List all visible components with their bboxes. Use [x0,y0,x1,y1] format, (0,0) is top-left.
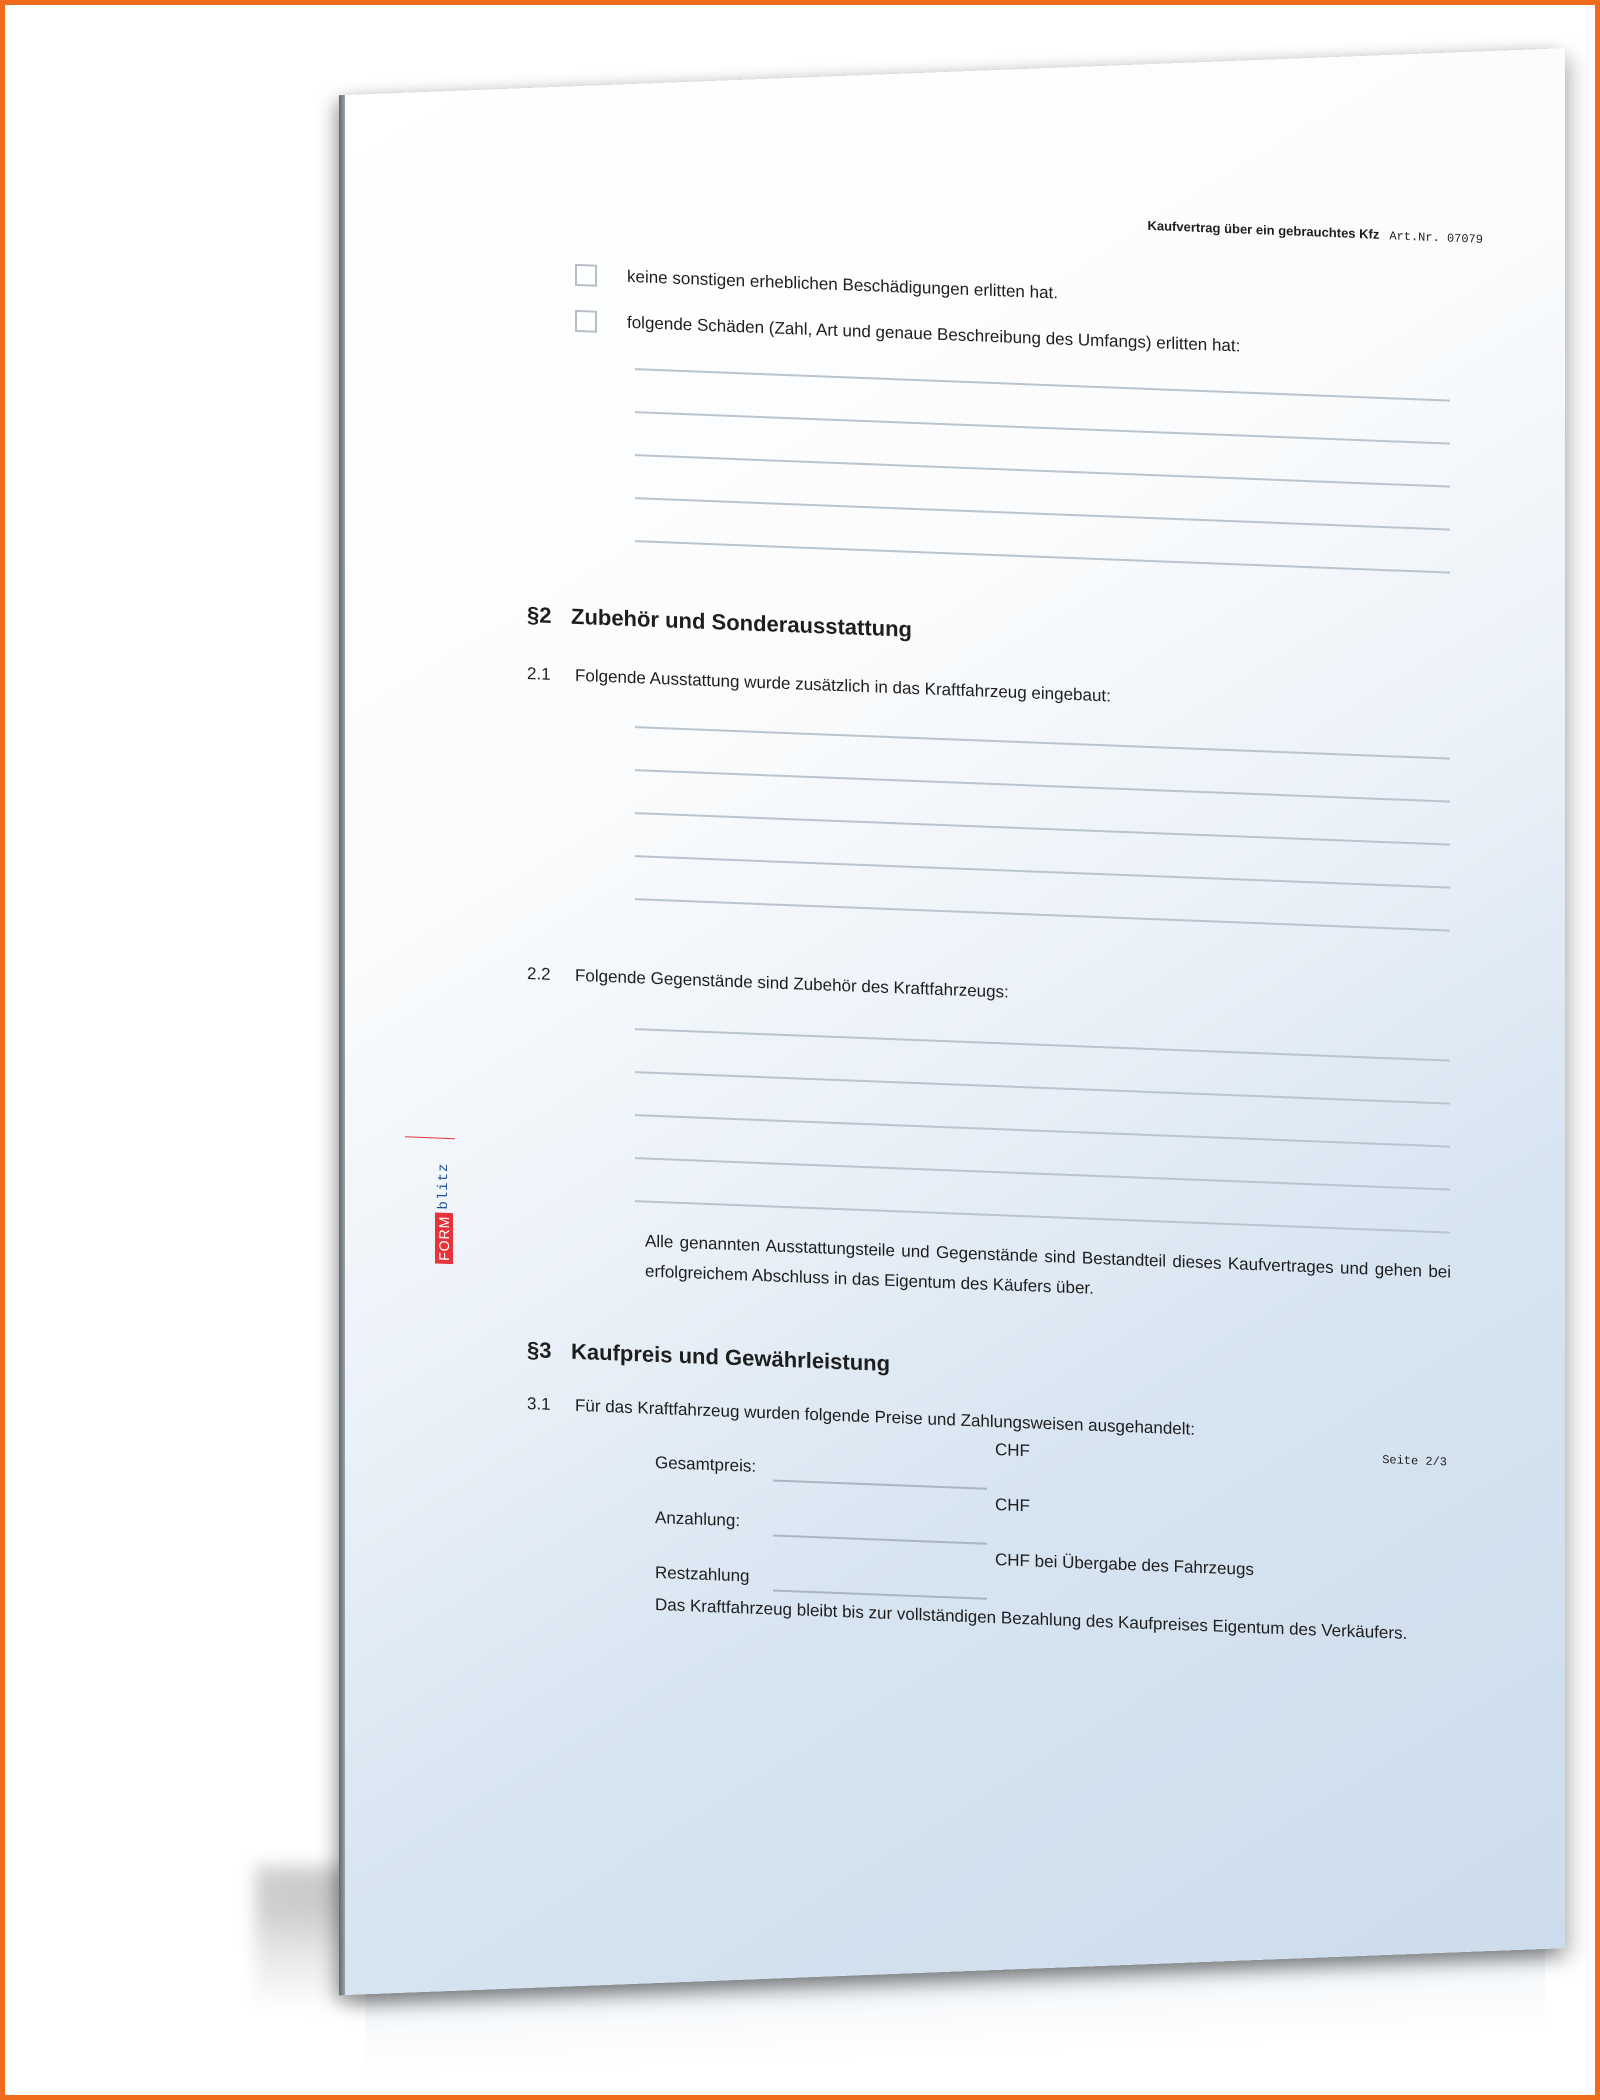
page-header [1147,218,1483,247]
logo-accent-line [405,1136,455,1139]
header-title: Kaufvertrag über ein gebrauchtes Kfz [1147,217,1380,242]
logo-wordmark [435,1143,453,1264]
damage-option-listed [575,310,1240,358]
price-label: Gesamtpreis: [655,1452,757,1476]
section-3-number: §3 [527,1337,552,1363]
damage-writing-line[interactable] [635,368,1450,401]
price-label: Restzahlung [655,1562,750,1586]
equipment-writing-line[interactable] [635,855,1450,888]
damage-writing-line[interactable] [635,540,1450,573]
price-unit: CHF bei Übergabe des Fahrzeugs [995,1550,1254,1580]
article-number: Art.Nr. 07079 [1389,229,1483,247]
equipment-writing-line[interactable] [635,898,1450,931]
price-unit: CHF [995,1495,1030,1516]
section-3-heading [527,1337,890,1377]
price-row-total [655,1437,1355,1504]
page-content [345,95,1565,2042]
equipment-writing-line[interactable] [635,769,1450,802]
logo-form-text: FORM [435,1212,453,1264]
accessories-writing-line[interactable] [635,1028,1450,1061]
subsection-3-1 [527,1394,1195,1440]
subsection-2-2-number: 2.2 [527,964,551,984]
subsection-2-2-text: Folgende Gegenstände sind Zubehör des Kraftfahrzeugs: [575,965,1009,1002]
damage-writing-line[interactable] [635,497,1450,530]
equipment-writing-line[interactable] [635,812,1450,845]
section-3-title: Kaufpreis und Gewährleistung [571,1338,891,1377]
subsection-2-1-text: Folgende Ausstattung wurde zusätzlich in das Kraftfahrzeug eingebaut: [575,665,1111,706]
retention-of-title-clause: Das Kraftfahrzeug bleibt bis zur vollständigen Bezahlung des Kaufpreises Eigentum des Verkäufers. [655,1594,1408,1643]
accessories-writing-line[interactable] [635,1071,1450,1104]
formblitz-logo [435,1143,453,1264]
remaining-payment-field[interactable] [773,1589,987,1599]
ownership-transfer-note: Alle genannten Ausstattungsteile und Gegenstände sind Bestandteil dieses Kaufvertrages und gehen bei erfolgreichem Abschluss in das Eigentum des Käufers über. [645,1231,1451,1298]
section-2-number: §2 [527,602,552,628]
subsection-3-1-number: 3.1 [527,1394,551,1414]
section-2-title: Zubehör und Sonderausstattung [571,603,912,642]
price-row-deposit [655,1492,1355,1559]
accessories-writing-line[interactable] [635,1200,1450,1233]
checkbox-listed-damage[interactable] [575,310,597,333]
subsection-2-1-number: 2.1 [527,664,551,684]
document-page [345,48,1565,1995]
price-label: Anzahlung: [655,1507,741,1531]
page-number: Seite 2/3 [1382,1452,1447,1470]
accessories-writing-line[interactable] [635,1114,1450,1147]
section-2-heading [527,602,912,643]
equipment-writing-line[interactable] [635,726,1450,759]
checkbox-no-damage[interactable] [575,264,597,287]
damage-writing-line[interactable] [635,411,1450,444]
deposit-field[interactable] [773,1534,987,1544]
total-price-field[interactable] [773,1479,987,1489]
damage-writing-line[interactable] [635,454,1450,487]
damage-option-none [575,264,1058,305]
subsection-2-1 [527,664,1111,706]
subsection-2-2 [527,964,1009,1003]
damage-option-none-label: keine sonstigen erheblichen Beschädigungen erlitten hat. [627,266,1058,303]
price-unit: CHF [995,1440,1030,1461]
damage-option-listed-label: folgende Schäden (Zahl, Art und genaue Beschreibung des Umfangs) erlitten hat: [627,312,1241,356]
subsection-3-1-text: Für das Kraftfahrzeug wurden folgende Preise und Zahlungsweisen ausgehandelt: [575,1395,1195,1439]
logo-blitz-text: blitz [436,1162,452,1210]
accessories-writing-line[interactable] [635,1157,1450,1190]
